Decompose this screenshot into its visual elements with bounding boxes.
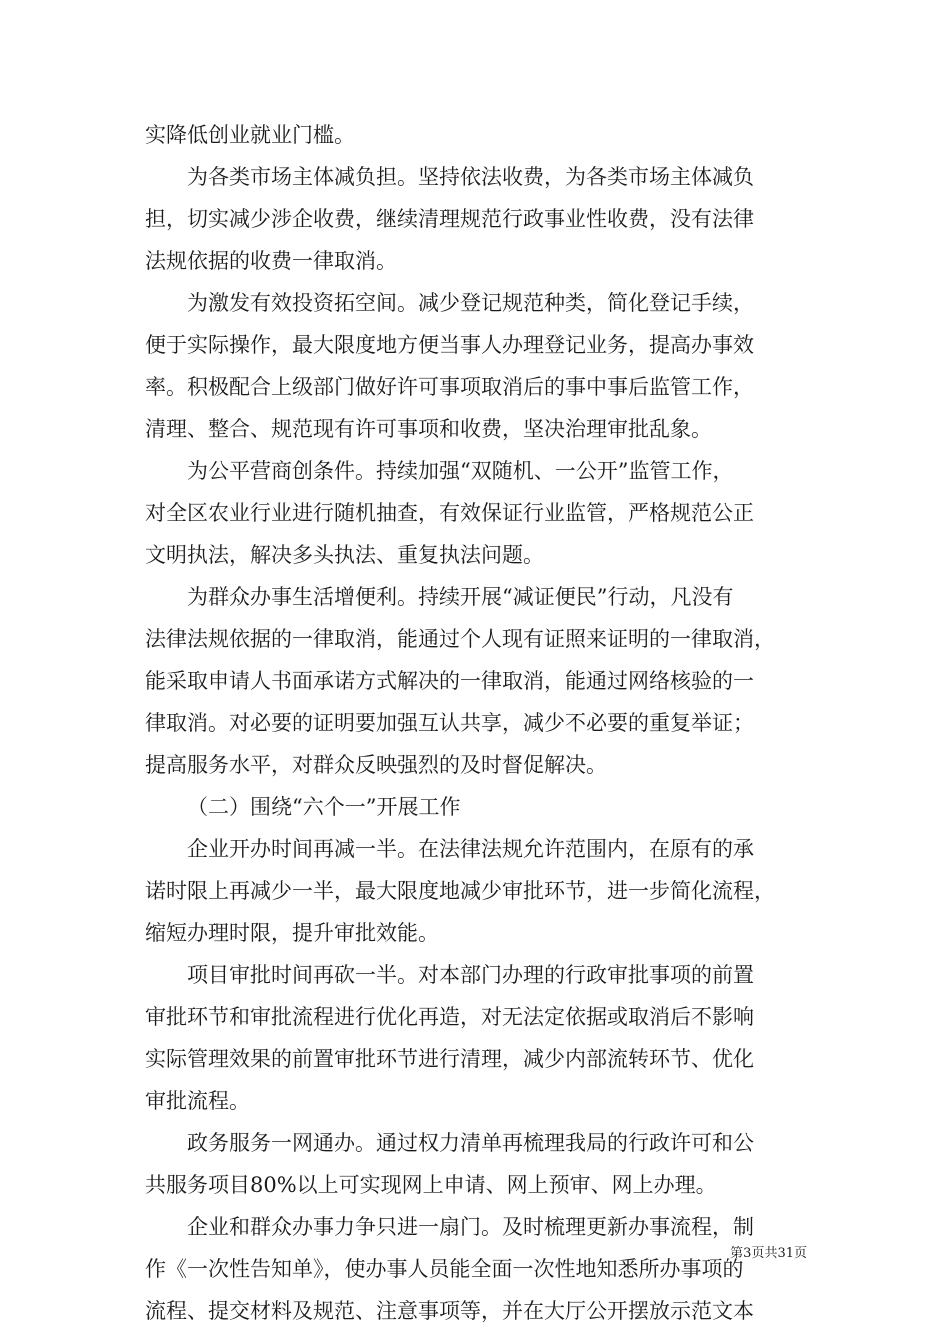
paragraph-line: 为激发有效投资拓空间。减少登记规范种类，简化登记手续， [187, 291, 754, 315]
paragraph-line: 法律法规依据的一律取消，能通过个人现有证照来证明的一律取消， [145, 627, 775, 651]
paragraph-line: 实降低创业就业门槛。 [145, 123, 355, 147]
page-number: 第3页共31页 [730, 1246, 807, 1261]
paragraph-line: 对全区农业行业进行随机抽查，有效保证行业监管，严格规范公正 [145, 501, 754, 525]
paragraph-line: 政务服务一网通办。通过权力清单再梳理我局的行政许可和公 [187, 1131, 754, 1155]
paragraph-line: 作《一次性告知单》，使办事人员能全面一次性地知悉所办事项的 [145, 1257, 744, 1281]
paragraph-line: 便于实际操作，最大限度地方便当事人办理登记业务，提高办事效 [145, 333, 754, 357]
paragraph-line: 能采取申请人书面承诺方式解决的一律取消，能通过网络核验的一 [145, 669, 754, 693]
section-heading: （二）围绕“六个一”开展工作 [187, 795, 461, 819]
paragraph-line: 项目审批时间再砍一半。对本部门办理的行政审批事项的前置 [187, 963, 754, 987]
paragraph-line: 企业和群众办事力争只进一扇门。及时梳理更新办事流程，制 [187, 1215, 754, 1239]
paragraph-line: 流程、提交材料及规范、注意事项等，并在大厅公开摆放示范文本 [145, 1299, 754, 1323]
paragraph-line: 为公平营商创条件。持续加强“双随机、一公开”监管工作， [187, 459, 734, 483]
paragraph-line: 律取消。对必要的证明要加强互认共享，减少不必要的重复举证； [145, 711, 754, 735]
paragraph-line: 率。积极配合上级部门做好许可事项取消后的事中事后监管工作， [145, 375, 754, 399]
paragraph-line: 清理、整合、规范现有许可事项和收费，坚决治理审批乱象。 [145, 417, 712, 441]
paragraph-line: 担，切实减少涉企收费，继续清理规范行政事业性收费，没有法律 [145, 207, 754, 231]
paragraph-line: 审批环节和审批流程进行优化再造，对无法定依据或取消后不影响 [145, 1005, 754, 1029]
paragraph-line: 提高服务水平，对群众反映强烈的及时督促解决。 [145, 753, 607, 777]
paragraph-line: 共服务项目80%以上可实现网上申请、网上预审、网上办理。 [145, 1173, 717, 1197]
paragraph-line: 实际管理效果的前置审批环节进行清理，减少内部流转环节、优化 [145, 1047, 754, 1071]
paragraph-line: 诺时限上再减少一半，最大限度地减少审批环节，进一步简化流程， [145, 879, 775, 903]
paragraph-line: 审批流程。 [145, 1089, 250, 1113]
paragraph-line: 法规依据的收费一律取消。 [145, 249, 397, 273]
paragraph-line: 缩短办理时限，提升审批效能。 [145, 921, 439, 945]
paragraph-line: 为群众办事生活增便利。持续开展“减证便民”行动，凡没有 [187, 585, 734, 609]
paragraph-line: 企业开办时间再减一半。在法律法规允许范围内，在原有的承 [187, 837, 754, 861]
paragraph-line: 文明执法，解决多头执法、重复执法问题。 [145, 543, 544, 567]
paragraph-line: 为各类市场主体减负担。坚持依法收费，为各类市场主体减负 [187, 165, 754, 189]
